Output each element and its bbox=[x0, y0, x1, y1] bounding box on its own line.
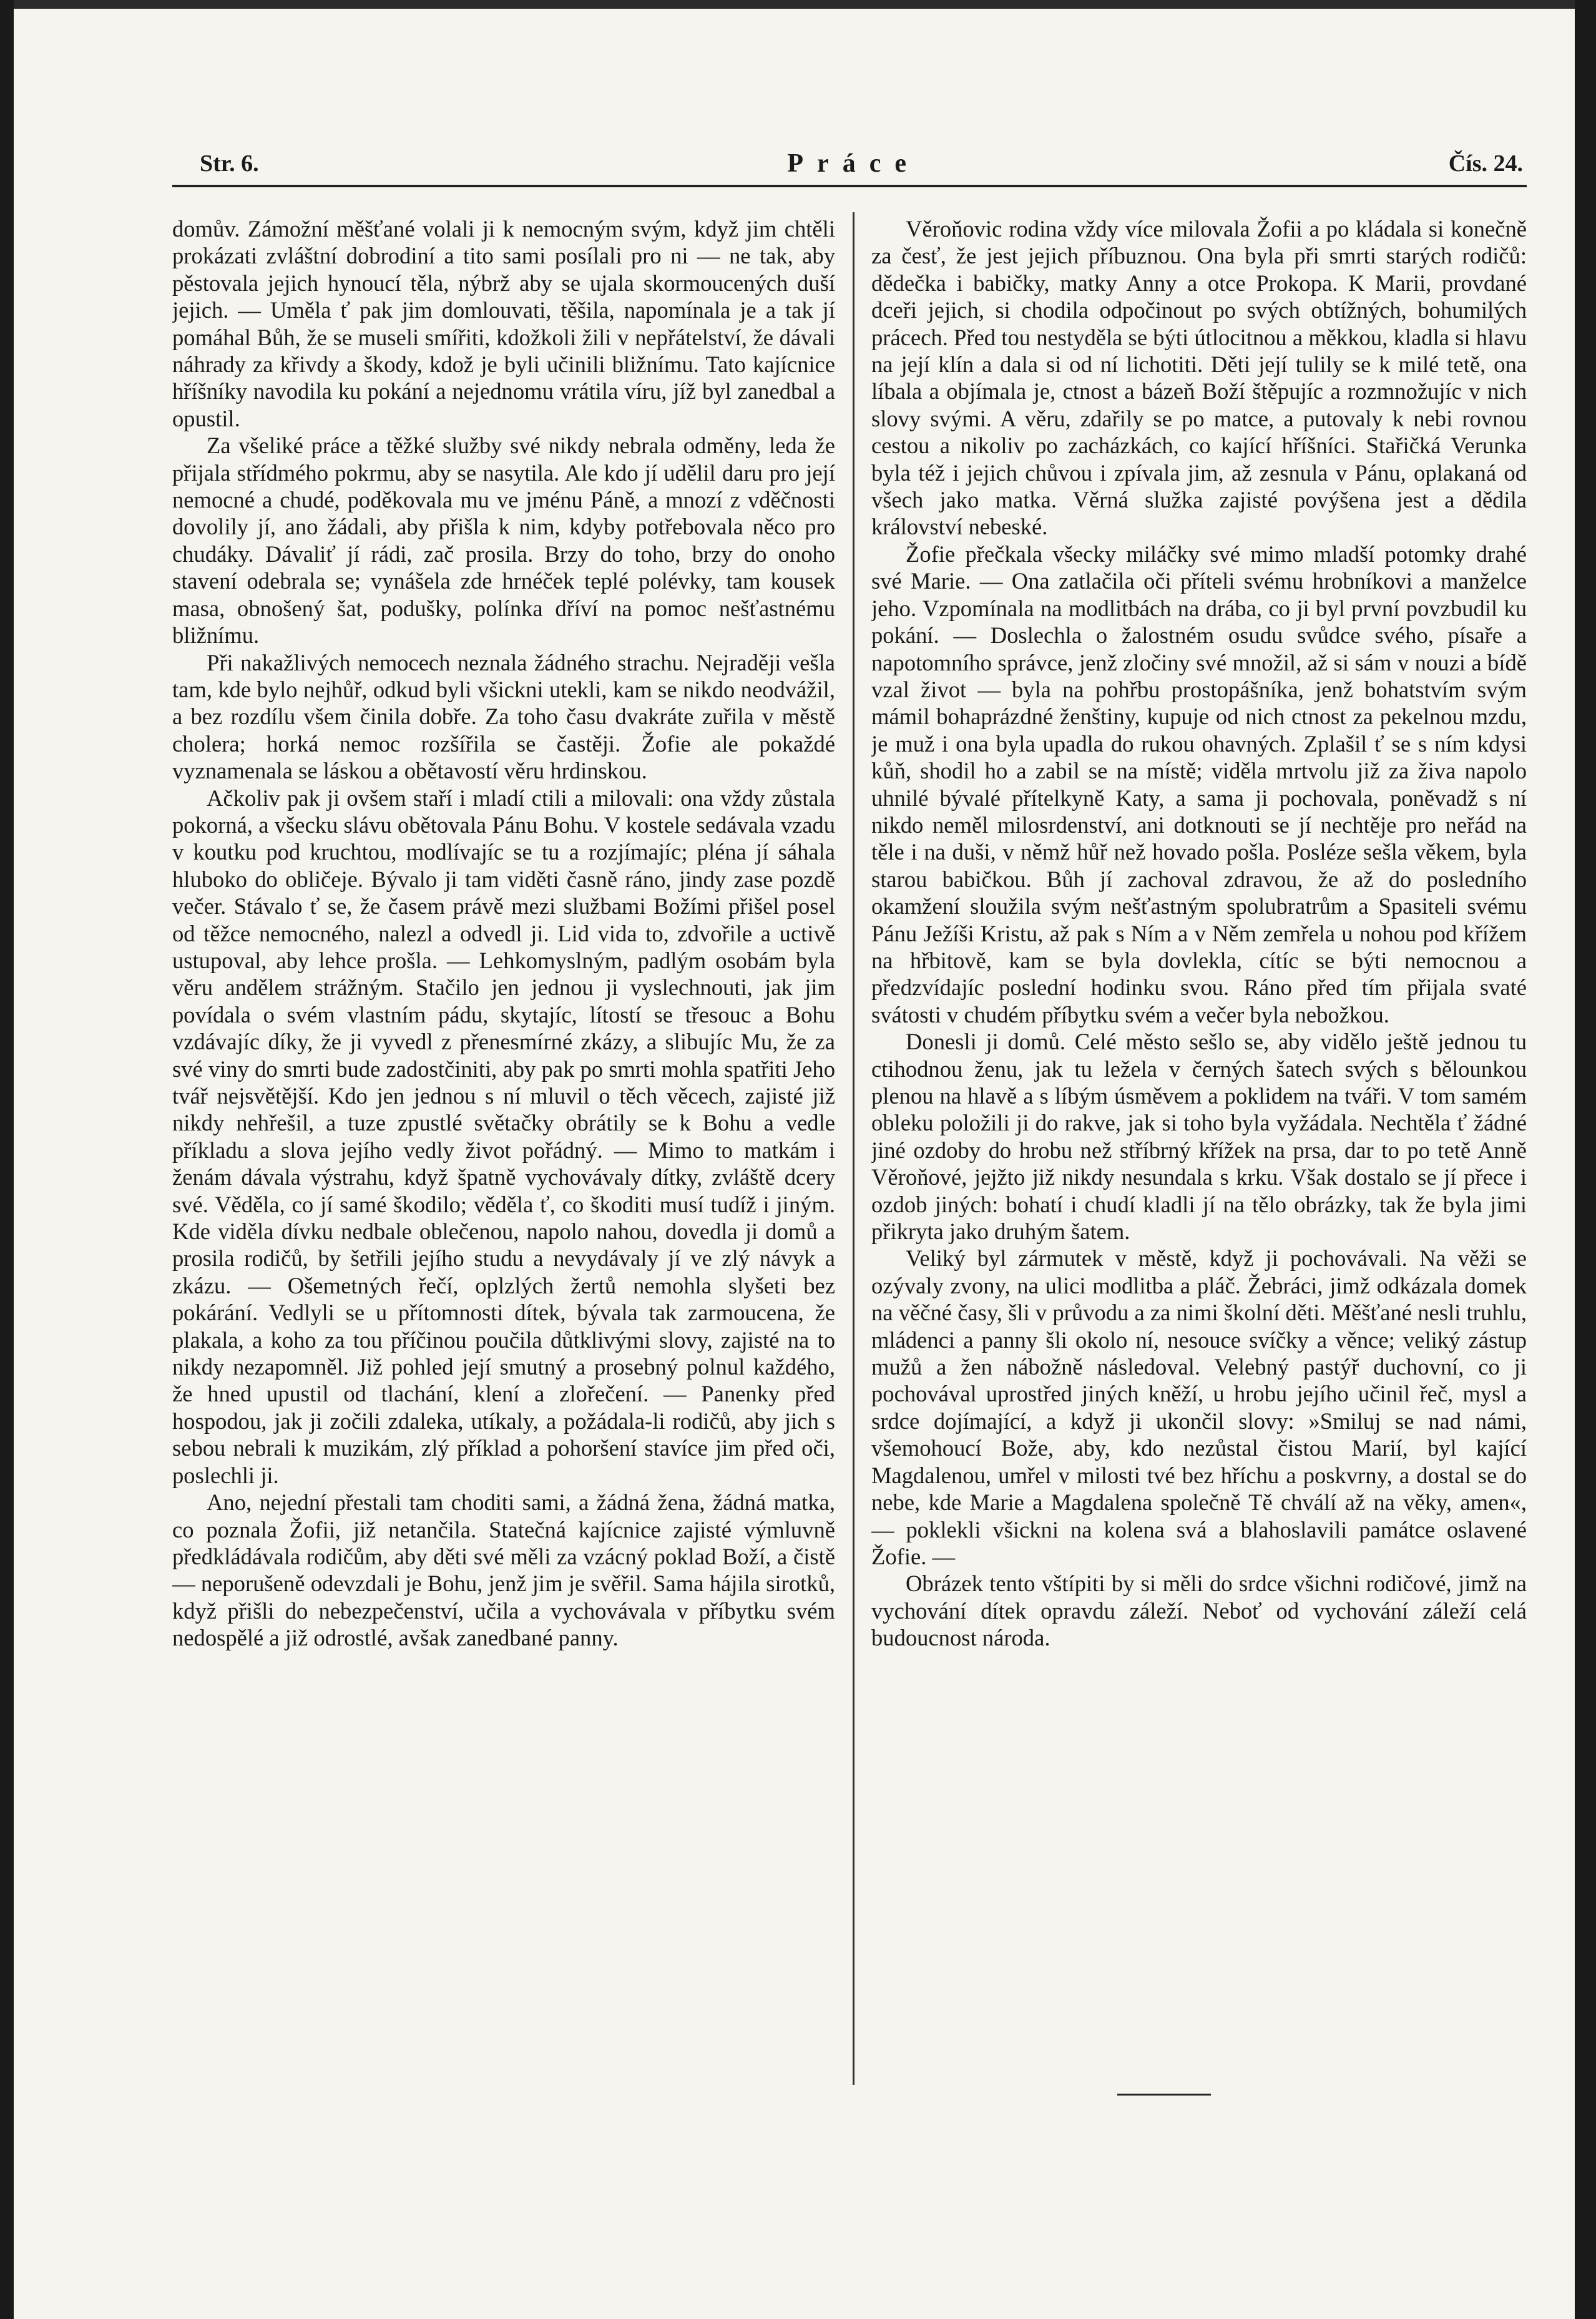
scan-edge-top bbox=[0, 0, 1596, 9]
publication-title: Práce bbox=[787, 149, 920, 178]
page-number: Str. 6. bbox=[200, 150, 259, 177]
scan-edge-left bbox=[0, 0, 14, 2319]
left-column bbox=[172, 215, 835, 2107]
paragraph: domův. Zámožní měšťané volali ji k nemocným svým, když jim chtěli prokázati zvláštní dobrodiní a tito sami posílali pro ni — ne tak, aby pěstovala jejich hynoucí těla, nýbrž aby se ujala skormoucených duší jejich. — Uměla ť pak jim domlouvati, těšila, napomínala je a tak jí pomáhal Bůh, že se museli smířiti, kdožkoli žili v nepřátelství, že dávali náhrady za křivdy a škody, kdož je byli učinili bližnímu. Tato kajícnice hříšníky navodila ku pokání a nejednomu vrátila víru, jíž byl zanedbal a opustil. bbox=[172, 216, 835, 431]
header-rule bbox=[172, 185, 1527, 187]
paragraph: Veliký byl zármutek v městě, když ji pochovávali. Na věži se ozývaly zvony, na ulici modlitba a pláč. Žebráci, jimž odkázala domek na věčné časy, šli v průvodu a za nimi školní děti. Měšťané nesli truhlu, mládenci a panny šli okolo ní, nesouce svíčky a věnce; veliký zástup mužů a žen nábožně následoval. Velebný pastýř duchovní, co ji pochovával uprostřed jiných kněží, u hrobu jejího učinil řeč, mysl a srdce dojímající, a když ji ukončil slovy: »Smiluj se nad námi, všemohoucí Bože, aby, kdo nezůstal čistou Marií, byl kající Magdalenou, umřel v milosti tvé bez hříchu a poskvrny, a dostal se do nebe, kde Marie a Magdalena společně Tě chválí až na věky, amen«, — poklekli všickni na kolena svá a blahoslavili památce oslavené Žofie. — bbox=[871, 1245, 1527, 1569]
article-end-rule bbox=[1117, 2094, 1211, 2096]
right-column bbox=[871, 215, 1527, 2107]
paragraph: Obrázek tento vštípiti by si měli do srdce všichni rodičové, jimž na vychování dítek opravdu záleží. Neboť od vychování záleží celá budoucnost národa. bbox=[871, 1571, 1527, 1651]
paragraph: Donesli ji domů. Celé město sešlo se, aby vidělo ještě jednou tu ctihodnou ženu, jak tu ležela v černých šatech svých s bělounkou plenou na hlavě a s líbým úsměvem a poklidem na tváři. V tom samém obleku položili ji do rakve, jak si toho byla vyžádala. Nechtěla ť žádné jiné ozdoby do hrobu než stříbrný křížek na prsa, dar to po tetě Anně Věroňové, jejžto již nikdy nesundala s krku. Však dostalo se jí přece i ozdob jiných: bohatí i chudí kladli jí na tělo obrázky, tak že byla jimi přikryta jako druhým šatem. bbox=[871, 1029, 1527, 1245]
column-divider bbox=[853, 212, 854, 2085]
issue-number: Čís. 24. bbox=[1448, 150, 1523, 177]
paragraph: Věroňovic rodina vždy více milovala Žofii a po kládala si konečně za česť, že jest jejich příbuznou. Ona byla při smrti starých rodičů: dědečka i babičky, matky Anny a otce Prokopa. K Marii, provdané dceři jejich, si chodila odpočinout po svých obtížných, bohumilých prácech. Před tou nestyděla se býti útlocitnou a měkkou, kladla si hlavu na její klín a dala si od ní lichotiti. Děti její tulily se k milé tetě, ona líbala a objímala je, ctnost a bázeň Boží štěpujíc a rozmnožujíc v nich slovy svými. A věru, zdařily se po matce, a putovaly k nebi rovnou cestou a nikoliv po zacházkách, co kající hříšníci. Stařičká Verunka byla též i jejich chůvou i zpívala jim, až zesnula v Pánu, oplakaná od všech jako matka. Věrná služka zajisté povýšena jest a dědila království nebeské. bbox=[871, 216, 1527, 540]
paragraph: Za všeliké práce a těžké služby své nikdy nebrala odměny, leda že přijala střídmého pokrmu, aby se nasytila. Ale kdo jí udělil daru pro její nemocné a chudé, poděkovala mu ve jménu Páně, a mnozí z vděčnosti dovolily jí, ano žádali, aby přišla k nim, kdyby potřebovala něco pro chudáky. Dávaliť jí rádi, zač prosila. Brzy do toho, brzy do onoho stavení odebrala se; vynášela zde hrnéček teplé polévky, tam kousek masa, obnošený šat, podušky, polínka dříví na pomoc nešťastnému bližnímu. bbox=[172, 433, 835, 649]
page-header bbox=[200, 145, 1523, 182]
scan-edge-right bbox=[1575, 0, 1596, 2319]
paragraph: Ano, nejední přestali tam choditi sami, a žádná žena, žádná matka, co poznala Žofii, již netančila. Statečná kajícnice zajisté výmluvně předkládávala rodičům, aby děti své měli za vzácný poklad Boží, a čistě — neporušeně odevzdali je Bohu, jenž jim je svěřil. Sama hájila sirotků, když přišli do nebezpečenství, učila a vychovávala v příbytku svém nedospělé a již odrostlé, avšak zanedbané panny. bbox=[172, 1489, 835, 1651]
paragraph: Žofie přečkala všecky miláčky své mimo mladší potomky drahé své Marie. — Ona zatlačila oči příteli svému hrobníkovi a manželce jeho. Vzpomínala na modlitbách na drába, co ji byl první povzbudil ku pokání. — Doslechla o žalostném osudu svůdce svého, písaře a napotomního správce, jenž zločiny své množil, až si sám v nouzi a bídě vzal život — byla na pohřbu prostopášníka, jenž bohatstvím svým mámil bohaprázdné ženštiny, kupuje od nich ctnost za pekelnou mzdu, je muž i ona byla upadla do rukou ohavných. Zplašil ť se s ním kdysi kůň, shodil ho a zabil se na místě; viděla mrtvolu již za živa napolo uhnilé bývalé přítelkyně Katy, a sama ji pochovala, poněvadž s ní nikdo neměl milosrdenství, ani dotknouti se jí nechtěje pro neřád na těle i na duši, v němž hůř než hovado pošla. Posléze sešla věkem, byla starou babičkou. Bůh jí zachoval zdravou, že až do posledního okamžení sloužila svým nešťastným spolubratrům a Spasiteli svému Pánu Ježíši Kristu, až pak s Ním a v Něm zemřela u nohou pod křížem na hřbitově, kam se byla dovlekla, cítíc se býti nemocnou a předzvídajíc poslední hodinku svou. Ráno před tím přijala svaté svátosti v chudém příbytku svém a večer byla nebožkou. bbox=[871, 541, 1527, 1027]
paragraph: Při nakažlivých nemocech neznala žádného strachu. Nejraději vešla tam, kde bylo nejhůř, odkud byli všickni utekli, kam se nikdo neodvážil, a bez rozdílu všem činila dobře. Za toho času dvakráte zuřila v městě cholera; horká nemoc rozšířila se častěji. Žofie ale pokaždé vyznamenala se láskou a obětavostí věru hrdinskou. bbox=[172, 649, 835, 784]
paragraph: Ačkoliv pak ji ovšem staří i mladí ctili a milovali: ona vždy zůstala pokorná, a všecku slávu obětovala Pánu Bohu. V kostele sedávala vzadu v koutku pod kruchtou, modlívajíc se tu a rozjímajíc; pléna jí sáhala hluboko do obličeje. Bývalo ji tam viděti časně ráno, jindy zase pozdě večer. Stávalo ť se, že časem právě mezi službami Božími přišel posel od těžce nemocného, nalezl a odvedl ji. Lid vida to, zdvořile a uctivě ustupoval, aby lehce prošla. — Lehkomyslným, padlým osobám byla věru andělem strážným. Stačilo jen jednou ji vyslechnouti, jak jim povídala o svém vlastním pádu, skytajíc, lítostí se třesouc a Bohu vzdávajíc díky, že ji vyvedl z přenesmírné zkázy, a slibujíc Mu, že za své viny do smrti bude zadostčiniti, aby pak po smrti mohla spatřiti Jeho tvář nejsvětější. Kdo jen jednou s ní mluvil o těch věcech, zajisté již nikdy nehřešil, a tuze zpustlé světačky obrátily se k Bohu a vedle příkladu a slova jejího vedly život pořádný. — Mimo to matkám i ženám dávala výstrahu, když špatně vychovávaly dítky, zvláště dcery své. Věděla, co jí samé škodilo; věděla ť, co škoditi musí tudíž i jiným. Kde viděla dívku nedbale oblečenou, napolo nahou, dovedla ji domů a prosila rodičů, by šetřili jejího studu a nevydávaly jí ve zlý návyk a zkázu. — Ošemetných řečí, oplzlých žertů nemohla slyšeti bez pokárání. Vedlyli se u přítomnosti dítek, bývala tak zarmoucena, že plakala, a koho za tou příčinou poučila důtklivými slovy, zajisté na to nikdy nezapomněl. Již pohled její smutný a prosebný polnul každého, že hned upustil od tlachání, klení a zlořečení. — Panenky před hospodou, jak ji zočili zdaleka, utíkaly, a požádala-li rodičů, aby jich s sebou nebrali k muzikám, zlý příklad a pohoršení stavíce jim před oči, poslechli ji. bbox=[172, 785, 835, 1488]
